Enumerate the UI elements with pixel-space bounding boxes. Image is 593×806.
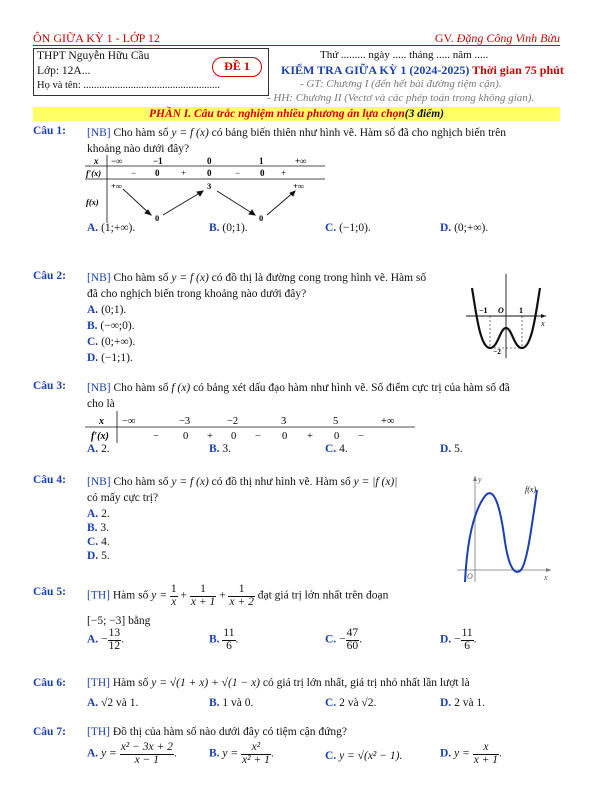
option-c[interactable] xyxy=(325,750,402,762)
option-c[interactable]: C. − $\frac{47}{60}$ . xyxy=(325,627,362,652)
table-fp-label: f′(x) xyxy=(91,431,109,442)
student-info-box xyxy=(33,48,269,96)
option-label: B. xyxy=(209,697,220,709)
stem-text: có đồ thị như hình vẽ. Hàm số xyxy=(211,476,351,488)
level-tag: [TH] xyxy=(87,726,110,738)
section-title: PHẦN I. Câu trắc nghiệm nhiều phương án lựa chọn xyxy=(148,108,405,120)
option-text: (−1;1). xyxy=(101,352,133,364)
fraction-num: x² − 3x + 2 xyxy=(120,741,173,753)
table-x-value: +∞ xyxy=(381,416,395,427)
option-a[interactable]: A. y = $\frac{\text{x² − 3x + 2}}{x - 1}$ . xyxy=(87,741,177,766)
scope-hh: - HH: Chương II (Vectơ và các phép toán trong không gian). xyxy=(267,92,535,104)
date-line: Thứ ......... ngày ..... tháng ..... năm ..... xyxy=(320,49,489,61)
option-text: 1 và 0. xyxy=(222,697,254,709)
level-tag: [NB] xyxy=(87,476,111,488)
table-x-value: 3 xyxy=(281,416,287,427)
tick-label: 1 xyxy=(519,306,523,315)
tick-label: −2 xyxy=(493,347,502,356)
table-f-label: f(x) xyxy=(86,197,99,207)
teacher-name: Đặng Công Vinh Bửu xyxy=(456,31,560,45)
f-value: 3 xyxy=(207,181,212,191)
options-q3 xyxy=(87,443,557,459)
option-label: A. xyxy=(87,747,99,760)
option-b[interactable] xyxy=(209,443,231,455)
question-label: Câu 4: xyxy=(33,474,66,486)
option-c[interactable] xyxy=(87,535,110,549)
option-text: 3. xyxy=(222,443,232,455)
table-fp-label: f′(x) xyxy=(86,168,102,178)
option-text: (1;+∞). xyxy=(101,222,136,234)
question-stem: [TH] Hàm số y = $\frac{1}{x}$ + $\frac{1}{x + 1}$ + $\frac{1}{x + 2}$ đạt giá trị lớn nhất trên đoạn xyxy=(87,583,389,608)
fraction xyxy=(120,742,174,766)
header-title-left: ÔN GIỮA KỲ 1 - LỚP 12 xyxy=(33,31,160,45)
option-label: C. xyxy=(325,222,337,234)
option-text: 4. xyxy=(101,536,110,548)
graph-q4 xyxy=(455,472,555,584)
option-label: B. xyxy=(87,320,98,332)
fraction xyxy=(222,628,235,652)
option-text: 5. xyxy=(101,550,110,562)
fraction-den: x − 1 xyxy=(134,753,159,766)
table-x-value: 5 xyxy=(333,416,339,427)
fp-sign: − xyxy=(255,431,261,442)
options-q6 xyxy=(87,697,557,713)
option-label: D. xyxy=(440,443,452,455)
question-stem xyxy=(87,474,457,506)
table-x-label: x xyxy=(94,156,99,166)
stem-text: có bảng biến thiên như hình vẽ. Hàm số đã cho nghịch biến trên xyxy=(211,127,506,139)
option-d[interactable] xyxy=(87,350,135,366)
option-label: B. xyxy=(209,443,220,455)
stem-text: Cho hàm số xyxy=(113,476,169,488)
curve-label: f(x) xyxy=(525,485,537,494)
option-b[interactable] xyxy=(87,521,110,535)
fraction-num: 11 xyxy=(461,627,473,639)
fp-sign: + xyxy=(307,431,313,442)
section-title-bar xyxy=(33,107,560,121)
school-name: THPT Nguyễn Hữu Cầu xyxy=(37,50,150,62)
variation-arrow xyxy=(163,191,203,215)
option-label: B. xyxy=(209,633,220,646)
stem-text: Cho hàm số xyxy=(113,382,169,394)
axis-label: y xyxy=(478,475,482,484)
fp-sign: + xyxy=(207,431,213,442)
stem-func: y = f (x) xyxy=(171,272,209,284)
question-stem xyxy=(87,380,560,412)
table-x-value: −1 xyxy=(153,156,163,166)
stem-func: y = f (x) xyxy=(171,127,209,139)
option-b[interactable]: B. y = $\frac{\text{x²}}{\text{x² + 1}}$ . xyxy=(209,741,274,766)
axis-label: x xyxy=(544,573,548,582)
option-label: D. xyxy=(87,352,99,364)
question-label: Câu 5: xyxy=(33,586,66,598)
option-sign: − xyxy=(454,633,461,646)
stem-text: có bảng xét dấu đạo hàm như hình vẽ. Số điểm cực trị của hàm số đã xyxy=(193,382,510,394)
stem-text: bằng xyxy=(128,615,151,627)
option-d[interactable]: D. y = $\frac{x}{x + 1}$ . xyxy=(440,741,502,766)
variation-arrow xyxy=(267,191,295,215)
table-x-label: x xyxy=(99,416,104,427)
fp-sign: − xyxy=(131,168,137,178)
scope-gt: - GT: Chương I (đến hết bài đường tiệm cận). xyxy=(300,78,502,90)
options-q7 xyxy=(87,742,557,776)
axis-label: x xyxy=(541,319,545,328)
option-label: C. xyxy=(325,697,337,709)
question-label: Câu 1: xyxy=(33,125,66,137)
question-stem-cont xyxy=(87,615,150,627)
stem-text: có mấy cực trị? xyxy=(87,492,159,504)
option-label: A. xyxy=(87,697,99,709)
option-a[interactable] xyxy=(87,697,138,709)
option-text: (0;+∞). xyxy=(454,222,489,234)
option-text: √2 và 1. xyxy=(101,697,139,709)
option-a[interactable] xyxy=(87,507,110,521)
level-tag: [NB] xyxy=(87,382,111,394)
option-text: (−1;0). xyxy=(339,222,371,234)
option-label: D. xyxy=(440,747,452,760)
table-x-value: −2 xyxy=(227,416,239,427)
fp-sign: 0 xyxy=(155,168,160,178)
option-c[interactable] xyxy=(325,222,371,234)
option-sign: − xyxy=(101,633,108,646)
exam-title: KIỂM TRA GIỮA KỲ 1 (2024-2025) xyxy=(281,63,470,77)
options-q4 xyxy=(87,507,110,563)
option-label: C. xyxy=(87,536,99,548)
question-label: Câu 6: xyxy=(33,677,66,689)
option-text: (0;+∞). xyxy=(101,336,136,348)
section-points: (3 điểm) xyxy=(404,108,445,120)
level-tag: [TH] xyxy=(87,589,110,602)
option-label: B. xyxy=(87,522,98,534)
fraction xyxy=(190,584,216,608)
stem-text: có đồ thị là đường cong trong hình vẽ. Hàm số xyxy=(211,272,427,284)
graph-q2 xyxy=(462,272,548,360)
option-label: D. xyxy=(440,222,452,234)
option-text: 2. xyxy=(101,508,110,520)
option-b[interactable]: B. $\frac{11}{6}$ . xyxy=(209,627,239,652)
option-d[interactable] xyxy=(440,697,485,709)
option-a[interactable] xyxy=(87,443,110,455)
option-a[interactable]: A. − $\frac{13}{12}$ . xyxy=(87,627,124,652)
stem-text: đã cho nghịch biến trong khoảng nào dưới đây? xyxy=(87,288,307,300)
table-x-value: −3 xyxy=(179,416,191,427)
option-b[interactable] xyxy=(209,222,248,234)
fraction xyxy=(170,584,178,608)
options-q1 xyxy=(87,222,557,238)
stem-text: đạt giá trị lớn nhất trên đoạn xyxy=(257,589,389,602)
tick-label: −1 xyxy=(479,306,488,315)
option-text: (0;1). xyxy=(222,222,248,234)
option-prefix: y = xyxy=(101,747,117,760)
option-d[interactable]: D. − $\frac{11}{6}$ . xyxy=(440,627,477,652)
name-line: Họ và tên: .................................................... xyxy=(37,80,220,91)
option-label: A. xyxy=(87,222,99,234)
graph-curve xyxy=(465,490,537,582)
options-q2 xyxy=(87,302,135,366)
f-value: +∞ xyxy=(293,181,304,191)
table-x-value: −∞ xyxy=(122,416,136,427)
variation-arrow xyxy=(217,191,255,215)
fraction xyxy=(228,584,254,608)
option-prefix: y = xyxy=(454,747,470,760)
exam-code-badge: ĐỀ 1 xyxy=(212,57,262,77)
option-label: C. xyxy=(87,336,99,348)
option-label: C. xyxy=(325,750,337,762)
option-c[interactable] xyxy=(325,443,348,455)
question-label: Câu 3: xyxy=(33,380,66,392)
fraction-den: x + 2 xyxy=(229,595,254,608)
option-label: D. xyxy=(440,697,452,709)
fraction-den: x xyxy=(171,595,177,608)
option-label: D. xyxy=(87,550,99,562)
stem-func: y = xyxy=(151,589,167,602)
fp-sign: 0 xyxy=(260,168,265,178)
option-label: A. xyxy=(87,443,99,455)
question-stem xyxy=(87,125,560,157)
option-text: 2. xyxy=(101,443,110,455)
option-text: y = √(x² − 1). xyxy=(339,750,403,762)
exam-duration: Thời gian 75 phút xyxy=(472,63,564,77)
option-text: 4. xyxy=(339,443,348,455)
question-stem xyxy=(87,677,560,689)
fraction-num: 47 xyxy=(346,627,359,639)
stem-text: có giá trị lớn nhất, giá trị nhỏ nhất lần lượt là xyxy=(262,677,470,689)
tick-label: O xyxy=(498,306,504,315)
fraction-den: 6 xyxy=(226,639,232,652)
level-tag: [TH] xyxy=(87,677,110,689)
option-d[interactable] xyxy=(87,549,110,563)
table-x-value: 0 xyxy=(207,156,212,166)
option-text: (−∞;0). xyxy=(100,320,135,332)
fraction xyxy=(241,742,271,766)
options-q5 xyxy=(87,628,557,658)
option-label: A. xyxy=(87,304,99,316)
stem-text: cho là xyxy=(87,398,115,410)
fraction-den: x² + 1 xyxy=(242,753,270,766)
question-label: Câu 2: xyxy=(33,270,66,282)
fraction xyxy=(346,628,360,652)
fraction xyxy=(473,742,499,766)
f-value: +∞ xyxy=(111,181,122,191)
stem-text: khoảng nào dưới đây? xyxy=(87,143,190,155)
stem-interval: [−5; −3] xyxy=(87,615,126,627)
option-prefix: y = xyxy=(222,747,239,760)
teacher-prefix: GV. xyxy=(434,31,454,45)
option-text: (0;1). xyxy=(101,304,127,316)
fraction-den: 12 xyxy=(108,639,121,652)
option-label: C. xyxy=(325,633,337,646)
fp-sign: 0 xyxy=(334,431,340,442)
class-line: Lớp: 12A... xyxy=(37,65,91,77)
option-c[interactable] xyxy=(87,334,135,350)
stem-func: y = f (x) xyxy=(171,476,209,488)
stem-text: Cho hàm số xyxy=(113,127,169,139)
option-text: 2 và √2. xyxy=(339,697,377,709)
fraction-den: x + 1 xyxy=(473,753,499,766)
fp-sign: 0 xyxy=(207,168,212,178)
option-b[interactable] xyxy=(209,697,253,709)
fraction-den: x + 1 xyxy=(190,595,216,608)
option-b[interactable] xyxy=(87,318,135,334)
question-stem xyxy=(87,726,560,738)
option-d[interactable] xyxy=(440,222,488,234)
f-value: 0 xyxy=(259,213,264,223)
option-label: C. xyxy=(325,443,337,455)
level-tag: [NB] xyxy=(87,127,111,139)
sign-table-q3 xyxy=(85,411,415,443)
option-sign: − xyxy=(339,633,346,646)
stem-text: Đồ thị của hàm số nào dưới đây có tiệm cận đứng? xyxy=(112,726,347,738)
option-a[interactable] xyxy=(87,302,135,318)
option-label: A. xyxy=(87,508,99,520)
option-label: D. xyxy=(440,633,452,646)
fp-sign: − xyxy=(153,431,159,442)
fraction-num: x xyxy=(473,742,499,755)
fraction-num: 13 xyxy=(108,627,121,639)
fp-sign: 0 xyxy=(231,431,237,442)
stem-func: f (x) xyxy=(171,382,191,394)
table-x-value: +∞ xyxy=(295,156,307,166)
stem-text: Cho hàm số xyxy=(113,272,169,284)
fp-sign: + xyxy=(181,168,187,178)
origin-label: O xyxy=(467,572,473,581)
fraction-den: 60 xyxy=(346,639,359,652)
table-x-value: −∞ xyxy=(111,156,123,166)
fp-sign: − xyxy=(358,431,364,442)
option-label: B. xyxy=(209,747,220,760)
option-text: 2 và 1. xyxy=(454,697,486,709)
option-label: A. xyxy=(87,633,99,646)
fraction-num: 1 xyxy=(190,584,216,597)
stem-func: y = √(1 + x) + √(1 − x) xyxy=(151,677,261,689)
fraction-num: x² xyxy=(241,742,271,755)
fraction-num: 11 xyxy=(223,627,235,639)
question-label: Câu 7: xyxy=(33,726,66,738)
fp-sign: + xyxy=(281,168,287,178)
fp-sign: − xyxy=(235,168,241,178)
exam-heading xyxy=(281,63,564,78)
option-text: 3. xyxy=(100,522,110,534)
fp-sign: 0 xyxy=(282,431,288,442)
fp-sign: 0 xyxy=(183,431,189,442)
option-d[interactable] xyxy=(440,443,463,455)
variation-table-q1 xyxy=(85,155,325,223)
fraction-num: 1 xyxy=(228,584,254,597)
fraction xyxy=(461,628,474,652)
stem-text: Hàm số xyxy=(112,589,149,602)
header-teacher xyxy=(435,31,560,46)
header-top-line xyxy=(33,30,560,46)
option-text: 5. xyxy=(454,443,463,455)
f-value: 0 xyxy=(155,213,160,223)
fraction xyxy=(108,628,122,652)
option-a[interactable] xyxy=(87,222,135,234)
fraction-den: 6 xyxy=(464,639,470,652)
level-tag: [NB] xyxy=(87,272,111,284)
stem-func: y = |f (x)| xyxy=(353,476,398,488)
table-x-value: 1 xyxy=(259,156,264,166)
stem-text: Hàm số xyxy=(112,677,149,689)
option-label: B. xyxy=(209,222,220,234)
option-c[interactable] xyxy=(325,697,376,709)
question-stem xyxy=(87,270,457,302)
fraction-num: 1 xyxy=(170,583,177,595)
